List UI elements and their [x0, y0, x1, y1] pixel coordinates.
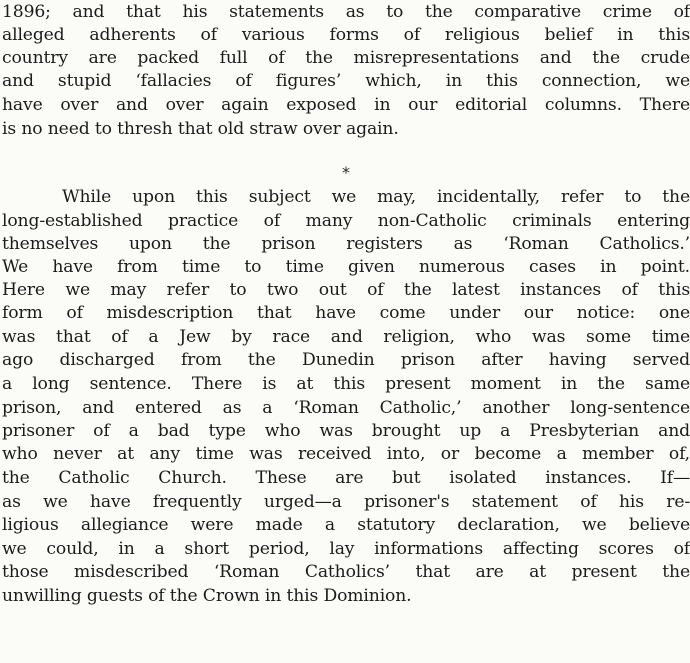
text-line: who never at any time was received into, or become a member of, [2, 444, 690, 464]
text-line: and stupid ‘fallacies of figures’ which, in this connection, we [2, 71, 690, 91]
text-line: form of misdescription that have come under our notice: one [2, 303, 690, 323]
text-line: alleged adherents of various forms of religious belief in this [2, 25, 690, 45]
section-divider: * [342, 163, 350, 182]
text-line: While upon this subject we may, incidentally, refer to the [62, 187, 690, 207]
text-line: the Catholic Church. These are but isolated instances. If— [2, 468, 690, 488]
text-line: was that of a Jew by race and religion, who was some time [2, 327, 690, 347]
text-line: we could, in a short period, lay informations affecting scores of [2, 539, 690, 559]
text-line: prisoner of a bad type who was brought up a Presbyterian and [2, 421, 690, 441]
text-line: prison, and entered as a ‘Roman Catholic,’ another long-sentence [2, 398, 690, 418]
text-line: themselves upon the prison registers as ‘Roman Catholics.’ [2, 234, 690, 254]
text-line: have over and over again exposed in our editorial columns. There [2, 95, 690, 115]
text-line: 1896; and that his statements as to the comparative crime of [2, 2, 690, 22]
text-line: country are packed full of the misrepresentations and the crude [2, 48, 690, 68]
text-line: is no need to thresh that old straw over again. [2, 119, 399, 139]
text-line: ligious allegiance were made a statutory declaration, we believe [2, 515, 690, 535]
text-line: long-established practice of many non-Catholic criminals entering [2, 211, 690, 231]
text-line: We have from time to time given numerous cases in point. [2, 257, 690, 277]
text-line: ago discharged from the Dunedin prison after having served [2, 350, 690, 370]
text-line: Here we may refer to two out of the latest instances of this [2, 280, 690, 300]
text-line: unwilling guests of the Crown in this Dominion. [2, 586, 412, 606]
text-line: a long sentence. There is at this present moment in the same [2, 374, 690, 394]
text-line: those misdescribed ‘Roman Catholics’ that are at present the [2, 562, 690, 582]
text-line: as we have frequently urged—a prisoner's statement of his re- [2, 492, 690, 512]
